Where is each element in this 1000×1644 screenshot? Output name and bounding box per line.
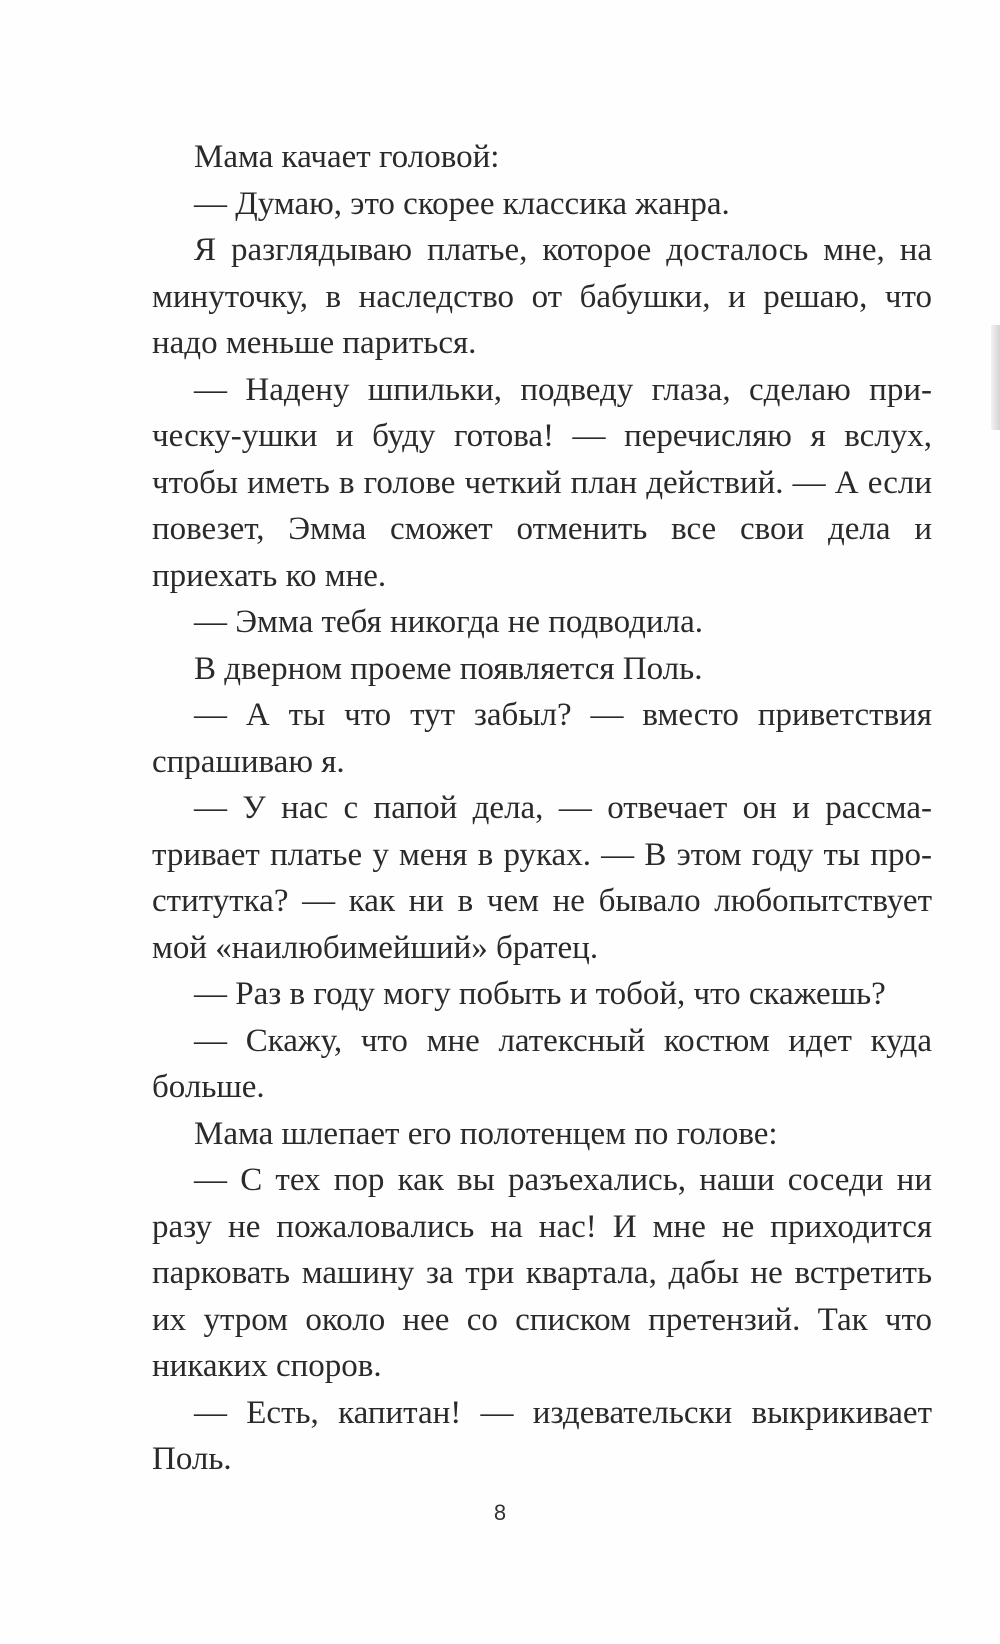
page-edge-shadow xyxy=(991,325,1000,430)
paragraph: — Скажу, что мне латексный костюм идет куда больше. xyxy=(152,1022,932,1105)
paragraph: — У нас с папой дела, — отвечает он и рассматривает платье у меня в руках. — В этом году ты проститутка? — как ни в чем не бывало любопытствует мой «наилюбимейший» братец. xyxy=(152,790,932,966)
paragraph: Мама шлепает его полотенцем по голове: xyxy=(194,1115,778,1152)
paragraph: — Надену шпильки, подведу глаза, сделаю прическу-ушки и буду готова! — перечисляю я вслух, чтобы иметь в голове четкий план действий. — А если повезет, Эмма сможет отменить все свои дела и приехать ко мне. xyxy=(152,371,932,594)
paragraph: — С тех пор как вы разъехались, наши соседи ни разу не пожаловались на нас! И мне не приходится парковать машину за три квартала, дабы не встретить их утром около нее со списком претензий. Так что никаких споров. xyxy=(152,1162,932,1384)
paragraph: — Раз в году могу побыть и тобой, что скажешь? xyxy=(194,976,886,1012)
body-text xyxy=(152,134,932,1483)
paragraph: Я разглядываю платье, которое досталось мне, на минуточку, в наследство от бабушки, и решаю, что надо меньше париться. xyxy=(152,232,932,361)
paragraph: В дверном проеме появляется Поль. xyxy=(194,650,703,687)
page-number: 8 xyxy=(493,1500,507,1525)
paragraph: — Есть, капитан! — издевательски выкрикивает Поль. xyxy=(152,1394,932,1477)
paragraph: — Эмма тебя никогда не подводила. xyxy=(194,604,703,640)
paragraph: Мама качает головой: xyxy=(194,139,500,175)
paragraph: — А ты что тут забыл? — вместо приветствия спрашиваю я. xyxy=(152,697,932,780)
paragraph: — Думаю, это скорее классика жанра. xyxy=(194,185,730,222)
